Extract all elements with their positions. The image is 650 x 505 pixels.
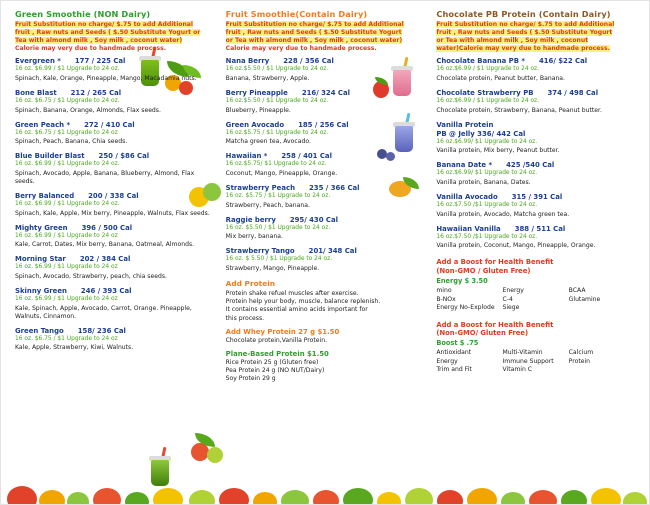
plant-protein-line: Soy Protein 29 g: [225, 375, 276, 383]
strawberry-icon: [529, 490, 557, 504]
item-price: 16 oz.$6.99/ $1 Upgrade to 24 oz.: [436, 170, 538, 177]
boost-option[interactable]: Multi-Vitamin: [502, 349, 543, 357]
item-name: Green Peach * 272 / 410 Cal: [15, 120, 135, 129]
menu-item[interactable]: [226, 152, 425, 178]
boost-subtitle: (Non-GMO/ Gluten Free): [436, 329, 529, 338]
menu-item[interactable]: [15, 152, 214, 186]
section-title-fruit: Fruit Smoothie(Contain Dairy): [225, 9, 368, 19]
item-calories: 272 / 410 Cal: [84, 120, 135, 129]
item-name: Evergreen * 177 / 225 Cal: [15, 57, 126, 66]
item-price: 16 oz. $6.75 / $1 Upgrade to 24 oz: [15, 129, 118, 136]
item-calories: 416/ $22 Cal: [538, 57, 588, 66]
item-description: Banana, Strawberry, Apple.: [225, 74, 310, 82]
item-calories: 177 / 225 Cal: [74, 57, 126, 66]
plant-protein-line: Pea Protein 24 g (NO NUT/Dairy): [225, 366, 325, 374]
boost-option[interactable]: mino: [436, 287, 452, 294]
boost-option[interactable]: Protein: [568, 357, 591, 365]
item-name: Nana Berry 228 / 356 Cal: [225, 57, 334, 66]
section-note-fruit: [226, 21, 425, 53]
item-calories: 212 / 265 Cal: [70, 88, 122, 97]
item-price: 16 oz.$5.75 / $1 Upgrade to 24 oz.: [225, 129, 329, 136]
menu-item[interactable]: [436, 161, 635, 187]
menu-item[interactable]: [15, 121, 214, 147]
item-name: Skinny Green 246 / 393 Cal: [15, 287, 132, 296]
item-price: 16 oz. $6.99 / $1 Upgrade to 24 oz: [15, 232, 118, 239]
menu-item[interactable]: [15, 89, 214, 115]
item-name: Hawaiian * 258 / 401 Cal: [225, 152, 332, 161]
item-description: Vanilla protein, Banana, Dates.: [436, 178, 531, 186]
item-name: Raggie berry 295/ 430 Cal: [225, 215, 338, 224]
note-line: fruit , Raw nuts and Seeds ( $.50 Substitute Yogurt: [436, 29, 613, 37]
boost-price: Energy $ 3.50: [436, 277, 488, 285]
item-name: Mighty Green 396 / 500 Cal: [15, 223, 133, 232]
section-note-green: [15, 21, 214, 53]
menu-item[interactable]: [15, 224, 214, 250]
lime-icon: [281, 490, 309, 504]
item-name: Berry Pineapple 216/ 324 Cal: [225, 88, 350, 97]
item-description: Spinach, Avocado, Apple, Banana, Blueberry, Almond, Flax seeds.: [15, 169, 195, 185]
kiwi-icon: [189, 490, 215, 504]
item-calories: 200 / 338 Cal: [88, 191, 139, 200]
item-calories: 228 / 356 Cal: [283, 57, 334, 66]
lemon-icon: [153, 488, 183, 504]
item-name: Hawaiian Vanilla 388 / 511 Cal: [436, 224, 566, 233]
item-description: Spinach, Banana, Orange, Almonds, Flax seeds.: [15, 106, 161, 114]
item-description: Vanilla protein, Mix berry, Peanut butter.: [436, 147, 560, 155]
note-line: or Tea with almond milk , Soy milk , coconut: [436, 37, 589, 45]
item-price: 16 oz.$5.75/ $1 Upgrade to 24 oz.: [225, 161, 327, 168]
item-price: 16 oz. $5.75 / $1 Upgrade to 24 oz.: [225, 192, 331, 199]
apple-icon: [219, 488, 249, 504]
menu-item[interactable]: [15, 255, 214, 281]
item-price: 16 oz. $6.75 / $1 Upgrade to 24 oz.: [15, 97, 120, 104]
menu-item[interactable]: [436, 57, 635, 83]
note-line: Fruit Substitution no charge/ $.75 to add Additional: [436, 21, 615, 28]
lemon-icon: [377, 492, 401, 504]
orange-icon: [253, 492, 277, 504]
item-price: 16 oz. $5.50 / $1 Upgrade to 24 oz.: [225, 224, 331, 231]
add-protein-line: Protein help your body, muscle, balance replenish.: [225, 298, 381, 306]
apple-icon: [437, 490, 463, 504]
item-price: 16 oz.$7.50 /$1 Upgrade to 24 oz.: [436, 233, 538, 240]
lime-icon: [67, 492, 89, 504]
item-calories: 216/ 324 Cal: [301, 88, 350, 97]
boost-option[interactable]: Energy No-Explode: [436, 304, 495, 312]
boost-option[interactable]: Antioxidant: [436, 349, 472, 357]
item-name: Chocolate Banana PB * 416/ $22 Cal: [436, 57, 588, 66]
item-price: 16 oz.$5.50 / $1 Upgrade to 24 oz.: [225, 97, 329, 104]
menu-item[interactable]: [226, 121, 425, 147]
orange-icon: [39, 490, 65, 504]
menu-item[interactable]: [226, 216, 425, 242]
note-line: or Tea with almond milk , Soy milk , coconut water): [225, 37, 403, 45]
item-price: 16 oz.$5.50 / $1 Upgrade to 24 oz.: [225, 66, 329, 73]
item-calories: 246 / 393 Cal: [80, 287, 132, 296]
menu-item[interactable]: [226, 89, 425, 115]
item-name: Blue Builder Blast 250 / $86 Cal: [15, 152, 150, 161]
item-price: 16 oz. $ 5.50 / $1 Upgrade to 24 oz.: [225, 256, 333, 263]
item-description: Blueberry, Pineapple.: [225, 106, 291, 114]
note-line: Calorie may very due to handmade process.: [15, 45, 167, 53]
kiwi-icon: [405, 488, 433, 504]
column-green-smoothie: [9, 9, 220, 474]
column-protein-smoothie: [430, 9, 641, 474]
plant-protein-line: Rice Protein 25 g (Gluten free): [225, 358, 319, 366]
item-description: Vanilla protein, Coconut, Mango, Pineapple, Orange.: [436, 242, 596, 250]
boost-title: Add a Boost for Health Benefit (Non-GMO/ Gluten Free): [436, 321, 635, 339]
item-name: Strawberry Peach 235 / 366 Cal: [225, 183, 360, 192]
item-name: Bone Blast 212 / 265 Cal: [15, 88, 122, 97]
menu-item[interactable]: [15, 287, 214, 321]
menu-item[interactable]: [226, 184, 425, 210]
item-price: 16 oz. $6.99 / $1 Upgrade to 24 oz.: [15, 161, 120, 168]
kiwi-icon: [623, 492, 647, 504]
item-price: 16 oz. $6.75 / $1 Upgrade to 24 oz: [15, 335, 118, 342]
note-line: Fruit Substitution no charge/ $.75 to add Additional: [15, 21, 194, 28]
item-calories: 201/ 348 Cal: [308, 247, 357, 256]
boost-subtitle: (Non-GMO / Gluten Free): [436, 267, 531, 276]
whey-protein-line: Chocolate protein,Vanilla Protein.: [225, 336, 328, 344]
item-description: Spinach, Avocado, Strawberry, peach, chia seeds.: [15, 273, 167, 281]
item-calories: 388 / 511 Cal: [514, 224, 566, 233]
item-description: Strawberry, Peach, banana.: [225, 201, 310, 209]
note-line: Fruit Substitution no charge/ $.75 to add Additional: [225, 21, 404, 28]
item-calories: 396 / 500 Cal: [81, 223, 133, 232]
menu-item[interactable]: [15, 192, 214, 218]
menu-columns: [1, 9, 649, 474]
boost-title: Add a Boost for Health Benefit (Non-GMO / Gluten Free): [436, 258, 635, 276]
boost-option[interactable]: Energy: [436, 357, 458, 365]
boost-option[interactable]: Trim and Fit: [436, 366, 472, 374]
item-description: Spinach, Peach, Banana, Chia seeds.: [15, 138, 128, 146]
item-description: Spinach, Kale, Apple, Mix berry, Pineapple, Walnuts, Flax seeds.: [15, 209, 210, 217]
menu-item[interactable]: [436, 89, 635, 115]
add-protein-line: It contains essential amino acids important for: [225, 306, 368, 314]
item-name: Chocolate Strawberry PB 374 / 498 Cal: [436, 88, 599, 97]
item-description: Matcha green tea, Avocado.: [225, 138, 311, 146]
leaf-icon: [561, 490, 587, 504]
item-name-secondary: PB @ Jelly 336/ 442 Cal: [436, 129, 526, 138]
menu-item[interactable]: [15, 327, 214, 353]
boost-option[interactable]: Vitamin C: [502, 366, 533, 374]
boost-option[interactable]: BCAA: [568, 287, 586, 294]
boost-option[interactable]: C-4: [502, 295, 513, 303]
boost-price: Boost $ .75: [436, 339, 479, 348]
item-description: Strawberry, Mango, Pineapple.: [225, 265, 320, 273]
note-line: fruit , Raw nuts and Seeds ( $.50 Substitute Yogurt or: [15, 29, 201, 37]
boost-option[interactable]: Siege: [502, 304, 520, 312]
item-price: 16 oz.$6.99/ $1 Upgrade to 24 oz.: [436, 138, 538, 145]
boost-block-health: [436, 321, 635, 375]
section-title-green: Green Smoothie (NON Dairy): [15, 9, 151, 19]
menu-item[interactable]: [436, 121, 635, 156]
apple-icon: [7, 486, 37, 504]
leaf-icon: [343, 488, 373, 504]
item-description: Mix berry, banana.: [225, 233, 283, 241]
item-calories: 202 / 384 Cal: [79, 255, 131, 264]
item-price: 16 oz.$7.50 /$1 Upgrade to 24 oz.: [436, 201, 538, 208]
item-description: Chocolate protein, Strawberry, Banana, Peanut butter.: [436, 106, 602, 114]
item-name: Morning Star 202 / 384 Cal: [15, 255, 131, 264]
lime-icon: [501, 492, 525, 504]
item-price: 16 oz. $6.99 / $1 Upgrade to 24 oz.: [15, 66, 120, 73]
boost-option[interactable]: B-NOx: [436, 295, 456, 303]
item-price: 16 oz. $6.99 / $1 Upgrade to 24 oz.: [15, 200, 120, 207]
add-protein-line: this process.: [225, 314, 265, 322]
item-description: Kale, Carrot, Dates, Mix berry, Banana, Oatmeal, Almonds.: [15, 241, 195, 249]
menu-item[interactable]: [436, 225, 635, 251]
item-price: 16 oz.$6.99 / $1 Upgrade to 24 oz.: [436, 66, 540, 73]
boost-option[interactable]: Energy: [502, 287, 524, 294]
strawberry-icon: [313, 490, 339, 504]
item-name: Berry Balanced 200 / 338 Cal: [15, 191, 139, 200]
menu-item[interactable]: [226, 57, 425, 83]
section-note-protein: [436, 21, 635, 53]
item-description: Kale, Apple, Strawberry, Kiwi, Walnuts.: [15, 344, 134, 352]
item-calories: 185 / 256 Cal: [298, 120, 349, 129]
leaf-icon: [125, 492, 149, 504]
item-name: Vanilla Protein: [436, 120, 494, 129]
whey-protein-title[interactable]: Add Whey Protein 27 g $1.50: [225, 327, 340, 336]
item-name: Green Tango 158/ 236 Cal: [15, 326, 126, 335]
item-price: 16 oz. $6.99 / $1 Upgrade to 24 oz: [15, 264, 118, 271]
item-description: Chocolate protein, Peanut butter, Banana.: [436, 74, 565, 82]
add-protein-title: Add Protein: [225, 279, 276, 289]
strawberry-icon: [93, 488, 121, 504]
item-name: Strawberry Tango 201/ 348 Cal: [225, 247, 357, 256]
boost-option[interactable]: Glutamine: [568, 295, 601, 303]
item-name: Green Avocado 185 / 256 Cal: [225, 120, 349, 129]
boost-option[interactable]: Calcium: [568, 349, 594, 357]
item-calories: 250 / $86 Cal: [98, 152, 150, 161]
item-description: Spinach, Kale, Orange, Pineapple, Mango, Macadamia nuts.: [15, 74, 197, 82]
lemon-icon: [591, 488, 621, 504]
note-line: Calorie may very due to handmade process.: [225, 45, 377, 53]
column-fruit-smoothie: [220, 9, 431, 474]
item-calories: 315 / 391 Cal: [511, 192, 563, 201]
item-price: 16 oz. $6.99 / $1 Upgrade to 24 oz: [15, 296, 118, 303]
item-price: 16 oz.$6.99 / $1 Upgrade to 24 oz.: [436, 97, 540, 104]
item-description: Vanilla protein, Avocado, Matcha green tea.: [436, 210, 570, 218]
add-protein-line: Protein shake refuel muscles after exercise.: [225, 290, 359, 298]
item-calories: 235 / 366 Cal: [309, 183, 360, 192]
item-name: Vanilla Avocado 315 / 391 Cal: [436, 192, 563, 201]
plant-protein-title[interactable]: Plane-Based Protein $1.50: [225, 349, 329, 358]
item-name: Banana Date * 425 /540 Cal: [436, 161, 555, 170]
item-calories: 295/ 430 Cal: [289, 215, 338, 224]
boost-block-energy: [436, 258, 635, 312]
menu-item[interactable]: [15, 57, 214, 83]
boost-options: [436, 349, 635, 375]
item-description: Coconut, Mango, Pineapple, Orange.: [225, 169, 338, 177]
item-description: Kale, Spinach, Apple, Avocado, Carrot, Orange. Pineapple, Walnuts, Cinnamon.: [15, 304, 192, 320]
menu-item[interactable]: [226, 247, 425, 273]
note-line: water)Calorie may very due to handmade process.: [436, 45, 610, 53]
boost-option[interactable]: Immune Support: [502, 357, 554, 365]
menu-item[interactable]: [436, 193, 635, 219]
orange-icon: [467, 488, 497, 504]
note-line: fruit , Raw nuts and Seeds ( $.50 Substitute Yogurt: [225, 29, 402, 37]
section-title-protein: Chocolate PB Protein (Contain Dairy): [436, 9, 611, 19]
boost-options: [436, 287, 635, 313]
note-line: Tea with almond milk , Soy milk , coconut water): [15, 37, 183, 45]
item-calories: 158/ 236 Cal: [77, 326, 126, 335]
item-calories: 374 / 498 Cal: [547, 88, 599, 97]
item-calories: 258 / 401 Cal: [281, 152, 332, 161]
item-calories: 425 /540 Cal: [506, 161, 555, 170]
